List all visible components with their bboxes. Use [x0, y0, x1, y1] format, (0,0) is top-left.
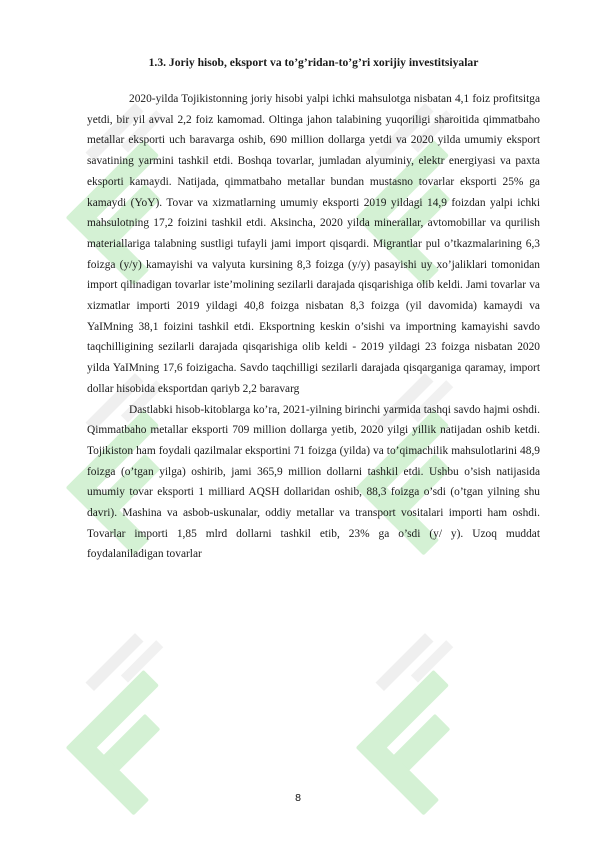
document-body: [87, 55, 540, 565]
page-number: 8: [294, 793, 302, 804]
section-heading: 1.3. Joriy hisob, eksport va to’g’ridan-to’g’ri xorijiy investitsiyalar: [148, 56, 479, 69]
body-paragraph: Dastlabki hisob-kitoblarga ko’ra, 2021-yilning birinchi yarmida tashqi savdo hajmi oshdi. Qimmatbaho metallar eksporti 709 million dollarga yetib, 2020 yilgi yillik natijadan oshib ketdi. Tojikiston ham foydali qazilmalar eksportini 71 foizga (yilda) va to’qimachilik mahsulotlarini 48,9 foizga (o’tgan yilga) oshirib, jami 365,9 million dollarni tashkil etdi. Ushbu o’sish natijasida umumiy tovar eksporti 1 milliard AQSH dollaridan oshib, 88,3 foizga o’sdi (o’tgan yilning shu davri). Mashina va asbob-uskunalar, oddiy metallar va transport vositalari importi ham oshdi. Tovarlar importi 1,85 mlrd dollarni tashkil etib, 23% ga o’sdi (y/ y). Uzoq muddat foydalaniladigan tovarlar: [87, 403, 540, 561]
body-paragraph: 2020-yilda Tojikistonning joriy hisobi yalpi ichki mahsulotga nisbatan 4,1 foiz profitsitga yetdi, bir yil avval 2,2 foiz kamomad. Oltinga jahon talabining yuqoriligi sharoitida qimmatbaho metallar eksporti uch baravarga oshib, 690 million dollarga yetdi va 2020 yilda umumiy eksport savatining yarmini tashkil etdi. Boshqa tovarlar, jumladan alyuminiy, elektr energiyasi va paxta eksporti kamaydi. Natijada, qimmatbaho metallar bundan mustasno tovarlar eksporti 25% ga kamaydi (YoY). Tovar va xizmatlarning umumiy eksporti 2019 yildagi 14,9 foizdan yalpi ichki mahsulotning 17,2 foizini tashkil etdi. Aksincha, 2020 yilda minerallar, avtomobillar va qurilish materiallariga talabning sustligi tufayli jami import qisqardi. Migrantlar pul o’tkazmalarining 6,3 foizga (y/y) kamayishi va valyuta kursining 8,3 foizga (y/y) pasayishi uy xo’jaliklari tomonidan import qilinadigan tovarlar iste’molining sezilarli darajada qisqarishiga olib keldi. Jami tovarlar va xizmatlar importi 2019 yildagi 40,8 foizga nisbatan 8,3 foizga (yil davomida) kamaydi va YaIMning 38,1 foizini tashkil etdi. Eksportning keskin o’sishi va importning kamayishi savdo taqchilligining sezilarli darajada qisqarishiga olib keldi - 2019 yildagi 23 foizga nisbatan 2020 yilda YaIMning 17,6 foizigacha. Savdo taqchilligi sezilarli darajada qisqarganiga qaramay, import dollar hisobida eksportdan qariyb 2,2 baravarg: [87, 93, 540, 395]
